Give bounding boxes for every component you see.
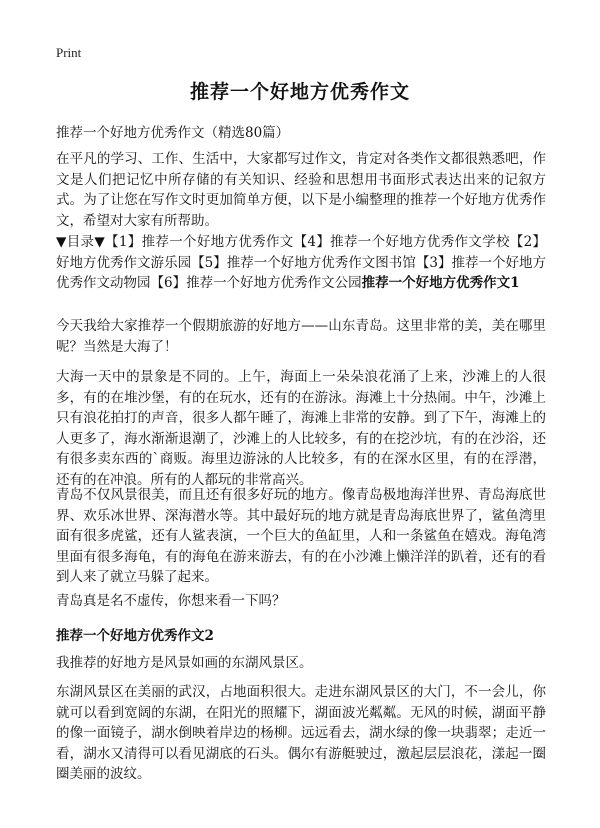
toc-item-5[interactable]: 【5】推荐一个好地方优秀作文图书馆 (191, 254, 416, 271)
essay1-paragraph-2: 大海一天中的景象是不同的。上午，海面上一朵朵浪花涌了上来，沙滩上的人很多，有的在堆沙堡，有的在玩水，还有的在游泳。海滩上十分热闹。中午，沙滩上只有浪花拍打的声音，很多人都午睡了，海滩上非常的安静。到了下午，海滩上的人更多了，海水渐渐退潮了，沙滩上的人比较多，有的在挖沙坑，有的在沙浴，还有很多卖东西的`商贩。海里边游泳的人比较多，有的在深水区里，有的在浮潜，还有的在冲浪。所有的人都玩的非常高兴。 (56, 369, 546, 488)
toc-item-1[interactable]: 【1】推荐一个好地方优秀作文 (105, 234, 294, 250)
table-of-contents (56, 232, 546, 294)
toc-item-6[interactable]: 【6】推荐一个好地方优秀作文公园 (150, 275, 362, 291)
essay1-heading: 推荐一个好地方优秀作文1 (361, 275, 520, 291)
toc-marker: ▼目录▼ (56, 234, 106, 250)
subtitle: 推荐一个好地方优秀作文（精选80篇） (56, 125, 290, 141)
toc-item-4[interactable]: 【4】推荐一个好地方优秀作文学校 (293, 234, 510, 250)
toc-item-2[interactable]: 【2】好地方优秀作文游乐园 (56, 234, 547, 271)
toc-item-3[interactable]: 【3】推荐一个好地方优秀作文动物园 (56, 254, 547, 291)
essay1-paragraph-1: 今天我给大家推荐一个假期旅游的好地方——山东青岛。这里非常的美，美在哪里呢？当然是大海了！ (56, 318, 546, 355)
essay1-paragraph-4: 青岛真是名不虚传，你想来看一下吗？ (56, 593, 286, 609)
essay2-paragraph-2: 东湖风景区在美丽的武汉，占地面积很大。走进东湖风景区的大门，不一会儿，你就可以看到宽阔的东湖，在阳光的照耀下，湖面波光粼粼。无风的时候，湖面平静的像一面镜子，湖水倒映着岸边的杨柳。远远看去，湖水绿的像一块翡翠；走近一看，湖水又清得可以看见湖底的石头。偶尔有游艇驶过，激起层层浪花，漾起一圈圈美丽的波纹。 (56, 684, 546, 782)
essay2-paragraph-1: 我推荐的好地方是风景如画的东湖风景区。 (56, 655, 313, 671)
essay2-heading: 推荐一个好地方优秀作文2 (56, 628, 214, 644)
intro-paragraph: 在平凡的学习、工作、生活中，大家都写过作文，肯定对各类作文都很熟悉吧，作文是人们把记忆中所存储的有关知识、经验和思想用书面形式表达出来的记叙方式。为了让您在写作文时更加简单方便，以下是小编整理的推荐一个好地方优秀作文，希望对大家有所帮助。 (56, 151, 546, 229)
essay1-paragraph-3: 青岛不仅风景很美，而且还有很多好玩的地方。像青岛极地海洋世界、青岛海底世界、欢乐冰世界、深海潜水等。其中最好玩的地方就是青岛海底世界了，鲨鱼湾里面有很多虎鲨，还有人鲨表演，一个巨大的鱼缸里，人和一条鲨鱼在嬉戏。海龟湾里面有很多海龟，有的海龟在游来游去，有的在小沙滩上懒洋洋的趴着，还有的看到人来了就立马躲了起来。 (56, 487, 546, 585)
print-link[interactable]: Print (56, 45, 82, 60)
page-title: 推荐一个好地方优秀作文 (189, 81, 410, 103)
